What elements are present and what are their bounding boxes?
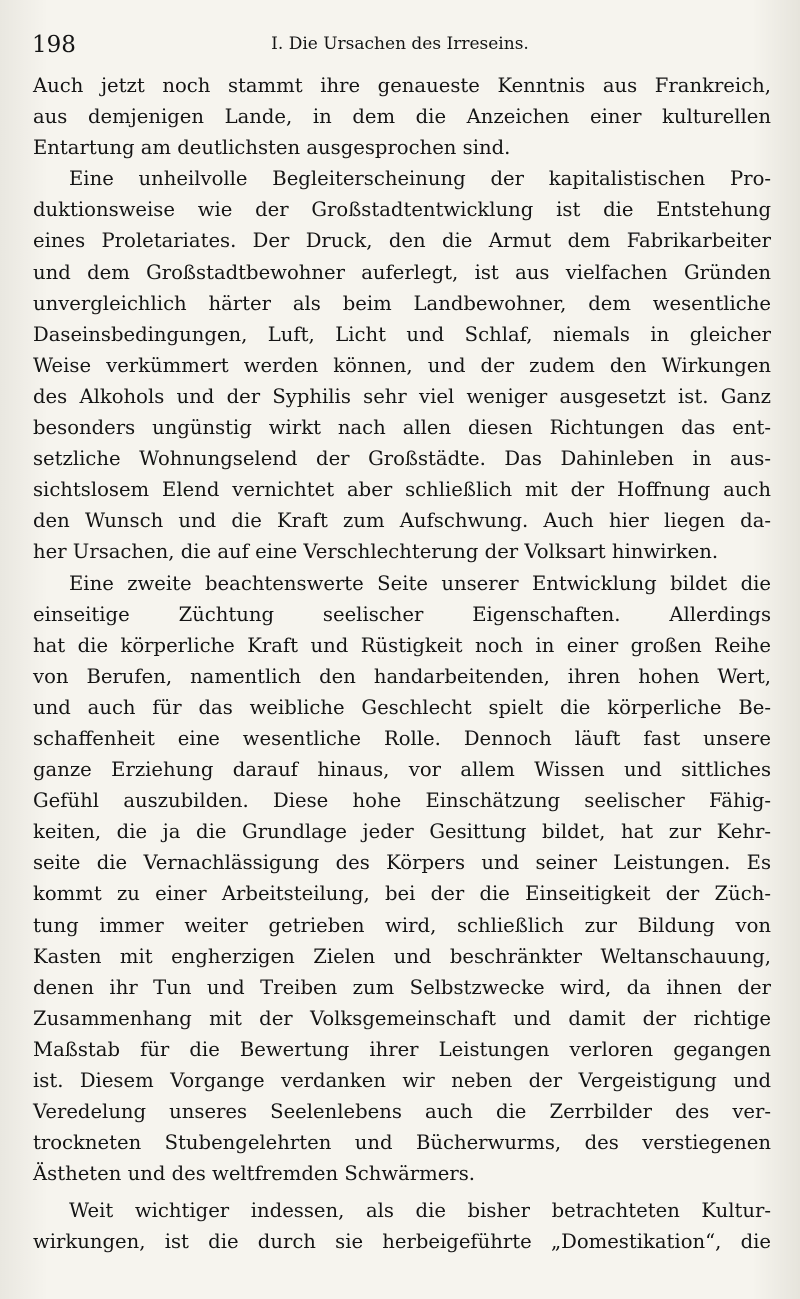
paragraph (33, 163, 771, 567)
text-line: denen ihr Tun und Treiben zum Selbstzwecke wird, da ihnen der (33, 975, 771, 999)
text-line: Gefühl auszubilden. Diese hohe Einschätzung seelischer Fähig- (33, 789, 771, 813)
text-line: aus demjenigen Lande, in dem die Anzeichen einer kulturellen (33, 105, 771, 129)
page-header (32, 28, 768, 68)
text-line: besonders ungünstig wirkt nach allen diesen Richtungen das ent- (33, 416, 771, 440)
text-line: Eine zweite beachtenswerte Seite unserer Entwicklung bildet die (69, 571, 771, 595)
text-line: eines Proletariates. Der Druck, den die Armut dem Fabrikarbeiter (33, 229, 771, 253)
paragraph (33, 70, 771, 163)
text-line: Eine unheilvolle Begleiterscheinung der kapitalistischen Pro- (69, 167, 771, 191)
text-line: Auch jetzt noch stammt ihre genaueste Kenntnis aus Frankreich, (33, 74, 771, 97)
text-line: des Alkohols und der Syphilis sehr viel weniger ausgesetzt ist. Ganz (33, 384, 771, 408)
text-line: schaffenheit eine wesentliche Rolle. Dennoch läuft fast unsere (33, 726, 771, 750)
text-line: Maßstab für die Bewertung ihrer Leistungen verloren gegangen (33, 1037, 771, 1061)
text-line: duktionsweise wie der Großstadtentwicklung ist die Entstehung (33, 198, 771, 222)
text-line: sichtslosem Elend vernichtet aber schließlich mit der Hoffnung auch (33, 478, 771, 502)
body-text (33, 70, 771, 1258)
text-line: ist. Diesem Vorgange verdanken wir neben der Vergeistigung und (33, 1069, 771, 1092)
paragraph (33, 568, 771, 1190)
text-line: kommt zu einer Arbeitsteilung, bei der die Einseitigkeit der Züch- (33, 882, 771, 906)
text-line: ganze Erziehung darauf hinaus, vor allem Wissen und sittliches (33, 758, 771, 782)
text-line: Weise verkümmert werden können, und der zudem den Wirkungen (33, 353, 771, 377)
text-line: seite die Vernachlässigung des Körpers und seiner Leistungen. Es (33, 851, 771, 875)
text-line: wirkungen, ist die durch sie herbeigeführte „Domestikation“, die (33, 1230, 771, 1254)
text-line: Ästheten und des weltfremden Schwärmers. (33, 1162, 475, 1186)
text-line: Weit wichtiger indessen, als die bisher betrachteten Kultur- (69, 1199, 771, 1223)
text-line: trockneten Stubengelehrten und Bücherwurms, des verstiegenen (33, 1131, 771, 1155)
text-line: Zusammenhang mit der Volksgemeinschaft und damit der richtige (33, 1006, 771, 1030)
text-line: her Ursachen, die auf eine Verschlechterung der Volksart hinwirken. (33, 540, 719, 564)
text-line: setzliche Wohnungselend der Großstädte. Das Dahinleben in aus- (33, 447, 771, 471)
running-head: I. Die Ursachen des Irreseins. (271, 34, 529, 54)
text-line: den Wunsch und die Kraft zum Aufschwung. Auch hier liegen da- (33, 509, 771, 533)
text-line: Entartung am deutlichsten ausgesprochen sind. (33, 136, 511, 160)
text-line: und auch für das weibliche Geschlecht spielt die körperliche Be- (33, 695, 771, 719)
text-line: unvergleichlich härter als beim Landbewohner, dem wesentliche (33, 291, 771, 315)
text-line: hat die körperliche Kraft und Rüstigkeit noch in einer großen Reihe (33, 633, 771, 657)
text-line: und dem Großstadtbewohner auferlegt, ist aus vielfachen Gründen (33, 260, 771, 284)
page-number: 198 (32, 32, 76, 58)
text-line: Daseinsbedingungen, Luft, Licht und Schlaf, niemals in gleicher (33, 322, 771, 346)
paragraph (33, 1195, 771, 1257)
text-line: einseitige Züchtung seelischer Eigenschaften. Allerdings (33, 602, 771, 626)
text-line: von Berufen, namentlich den handarbeitenden, ihren hohen Wert, (33, 664, 771, 688)
text-line: keiten, die ja die Grundlage jeder Gesittung bildet, hat zur Kehr- (33, 820, 771, 844)
text-line: tung immer weiter getrieben wird, schließlich zur Bildung von (33, 913, 771, 937)
text-line: Kasten mit engherzigen Zielen und beschränkter Weltanschauung, (33, 944, 771, 968)
text-line: Veredelung unseres Seelenlebens auch die Zerrbilder des ver- (33, 1100, 771, 1124)
